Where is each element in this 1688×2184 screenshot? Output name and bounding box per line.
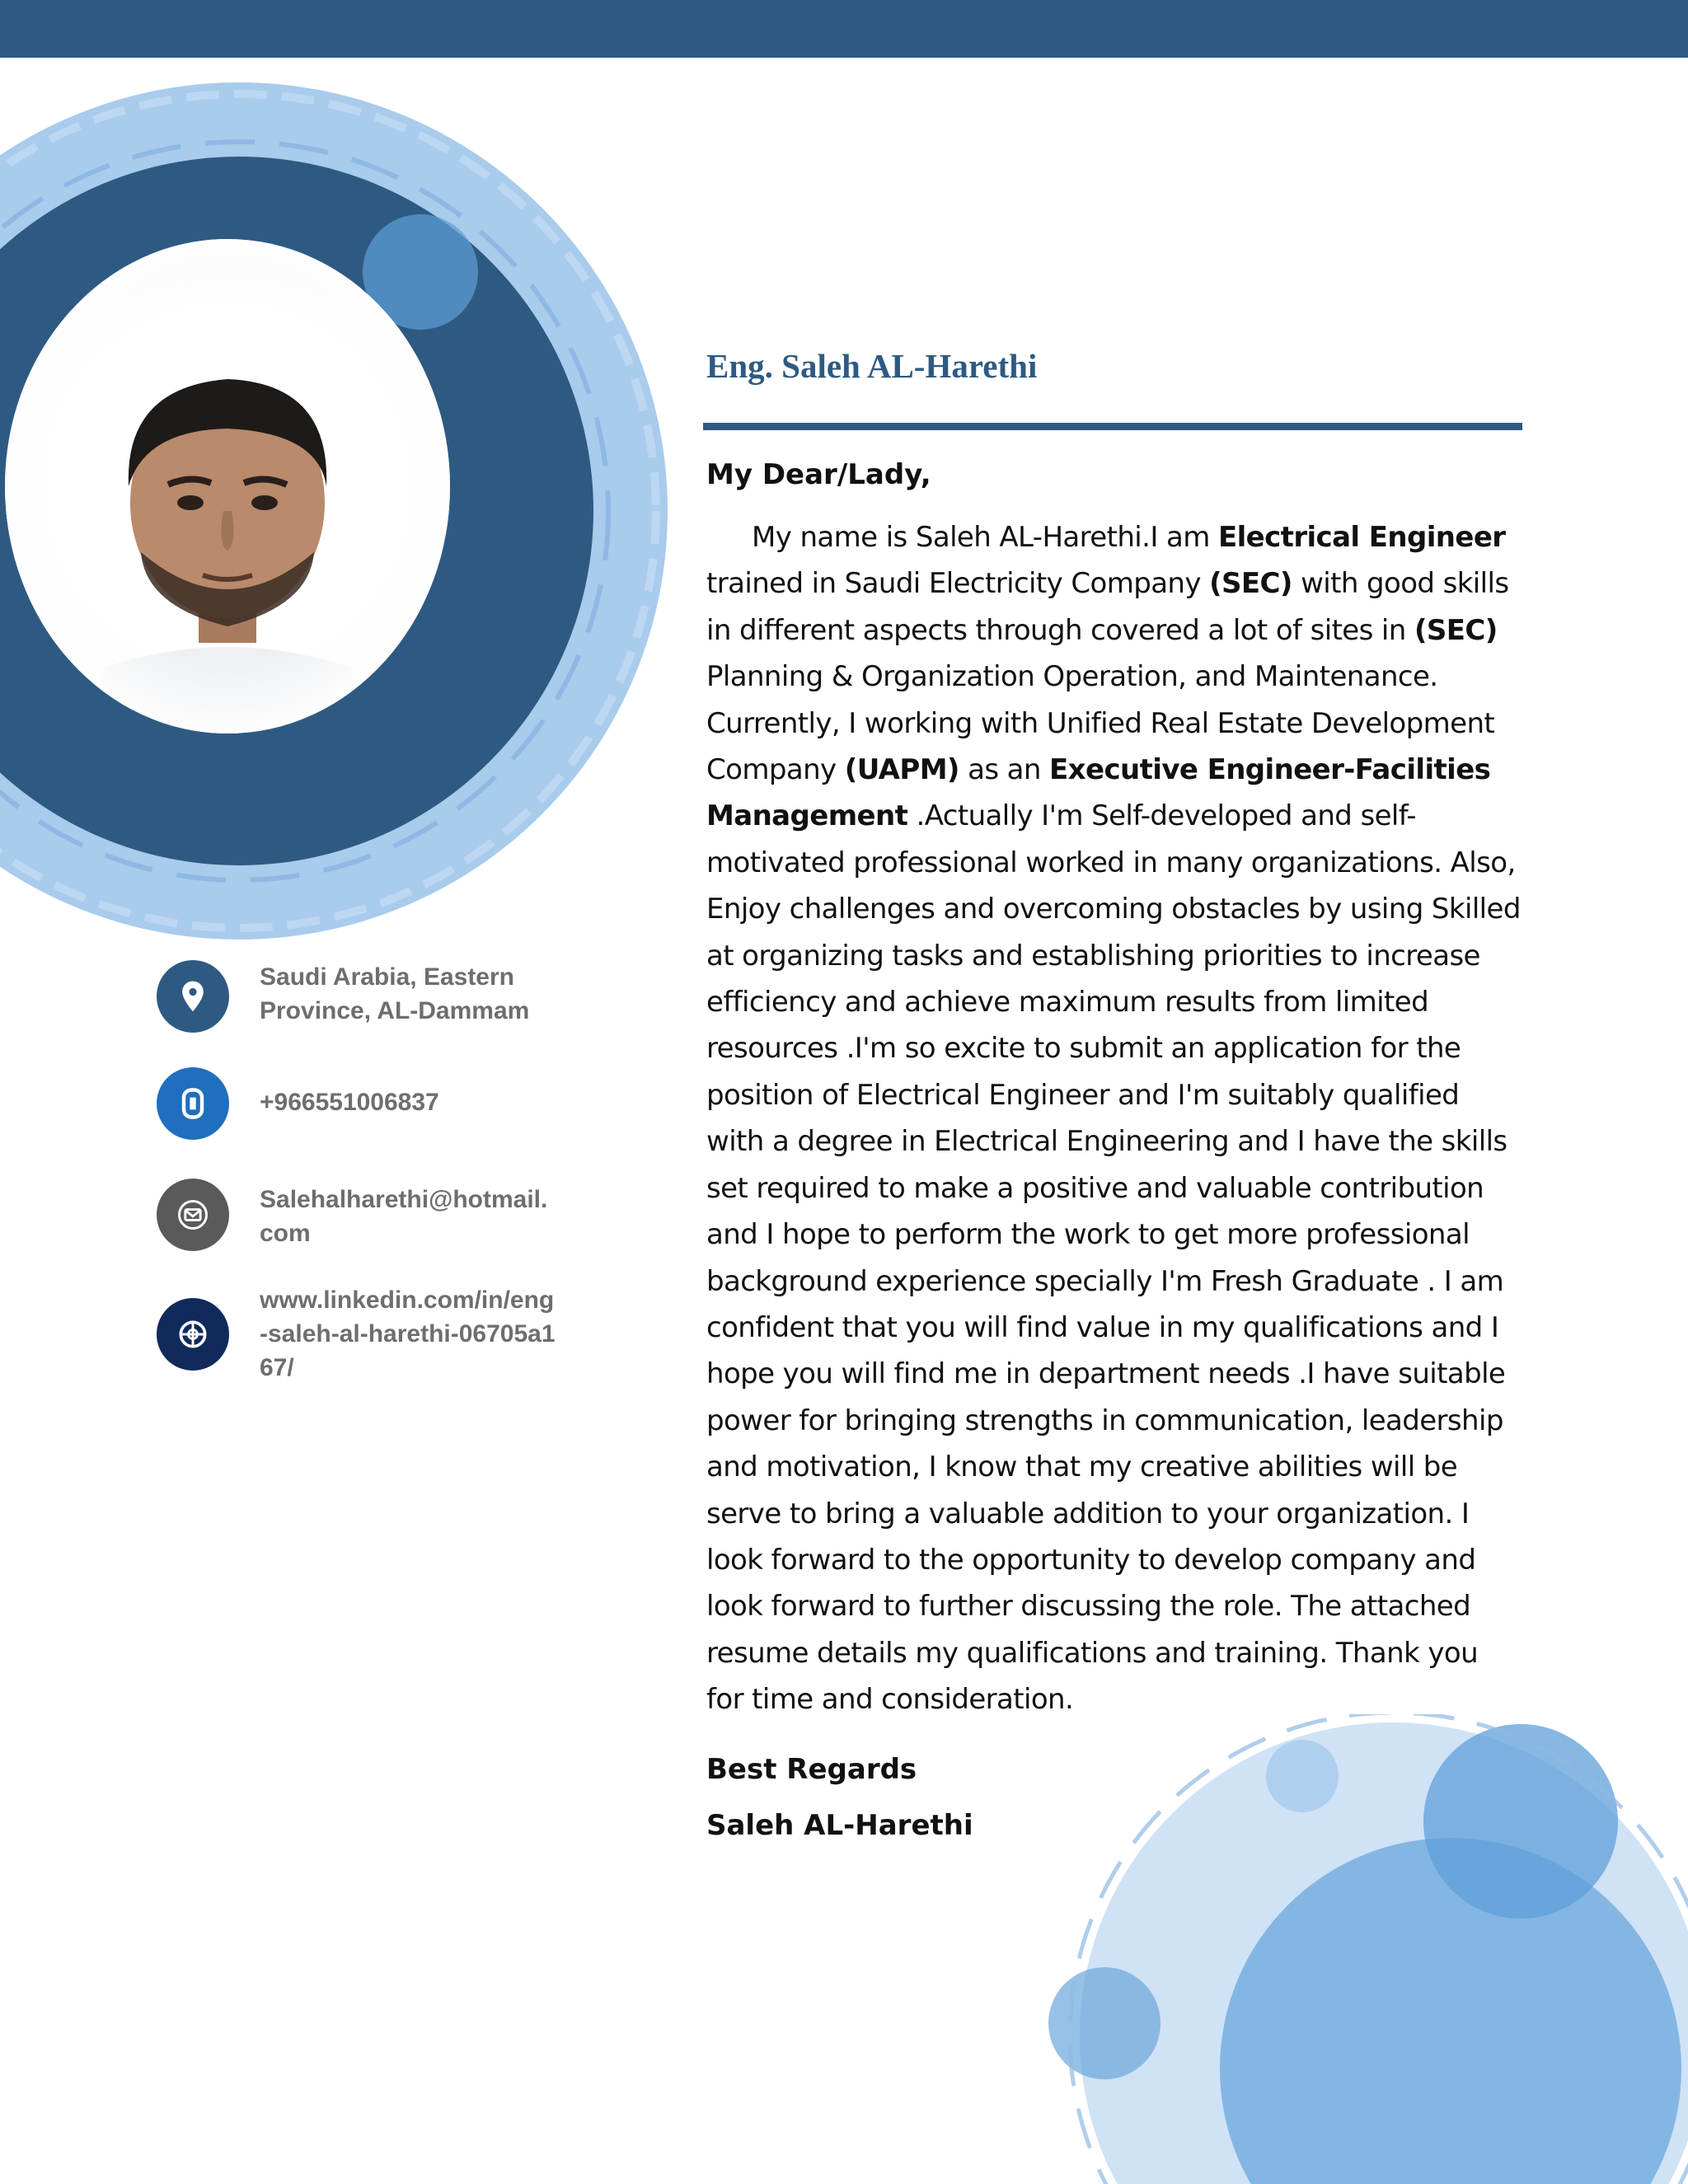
location-text: Saudi Arabia, Eastern Province, AL-Dammam bbox=[260, 963, 530, 1024]
body-text-6: .Actually I'm Self-developed and self-motivated professional worked in many organizations. Also, Enjoy challenges and overcoming obstacles by using Skilled at organizing tasks and establishing priorities to increase efficiency and achieve maximum results from limited resources .I'm so excite to submit an application for the position of Electrical Engineer and I'm suitably qualified with a degree in Electrical Engineering and I have the skills set required to make a positive and valuable contribution and I hope to perform the work to get more professional background experience specially I'm Fresh Graduate . I am confident that you will find value in my qualifications and I hope you will find me in department needs .I have suitable power for bringing strengths in communication, leadership and motivation, I know that my creative abilities will be serve to bring a valuable addition to your organization. I look forward to the opportunity to develop company and look forward to further discussing the role. The attached resume details my qualifications and training. Thank you for time and consideration. bbox=[706, 799, 1521, 1717]
body-text-4: Planning & Organization Operation, and Maintenance. Currently, I working with Unified Real Estate Development Company bbox=[706, 660, 1495, 787]
globe-icon bbox=[157, 1298, 229, 1371]
contact-email bbox=[157, 1179, 585, 1253]
salutation: My Dear/Lady, bbox=[706, 458, 931, 491]
title-divider bbox=[703, 423, 1522, 430]
map-pin-icon bbox=[157, 960, 229, 1033]
linkedin-link[interactable]: www.linkedin.com/in/eng-saleh-al-harethi-06705a167/ bbox=[260, 1286, 556, 1381]
profile-photo bbox=[5, 239, 450, 733]
contact-linkedin bbox=[157, 1286, 585, 1405]
bold-role: Electrical Engineer bbox=[1217, 521, 1506, 554]
bold-position: Executive Engineer-Facilities Management bbox=[706, 753, 1491, 833]
contact-phone bbox=[157, 1067, 585, 1141]
phone-icon bbox=[157, 1067, 229, 1140]
signature-name: Saleh AL-Harethi bbox=[706, 1808, 973, 1842]
portrait-illustration bbox=[5, 239, 450, 733]
closing-phrase: Best Regards bbox=[706, 1752, 917, 1786]
body-text-5: as an bbox=[959, 753, 1050, 787]
body-text-2: trained in Saudi Electricity Company bbox=[706, 567, 1210, 601]
body-text-3: with good skills in different aspects through covered a lot of sites in bbox=[706, 567, 1509, 647]
bold-sec-2: (SEC) bbox=[1414, 613, 1498, 647]
email-link[interactable]: Salehalharethi@hotmail.com bbox=[260, 1186, 548, 1247]
envelope-icon bbox=[157, 1179, 229, 1251]
applicant-name-title: Eng. Saleh AL-Harethi bbox=[706, 347, 1038, 385]
bold-sec: (SEC) bbox=[1209, 567, 1292, 601]
letter-body bbox=[706, 514, 1522, 1723]
bold-uapm: (UAPM) bbox=[844, 753, 959, 787]
cover-letter bbox=[706, 452, 1522, 1854]
body-text-1: My name is Saleh AL-Harethi.I am bbox=[752, 521, 1218, 554]
phone-text[interactable]: +966551006837 bbox=[260, 1089, 439, 1116]
bubble-decoration bbox=[1022, 1714, 1688, 2184]
contact-location bbox=[157, 960, 585, 1034]
top-header-bar bbox=[0, 0, 1688, 58]
